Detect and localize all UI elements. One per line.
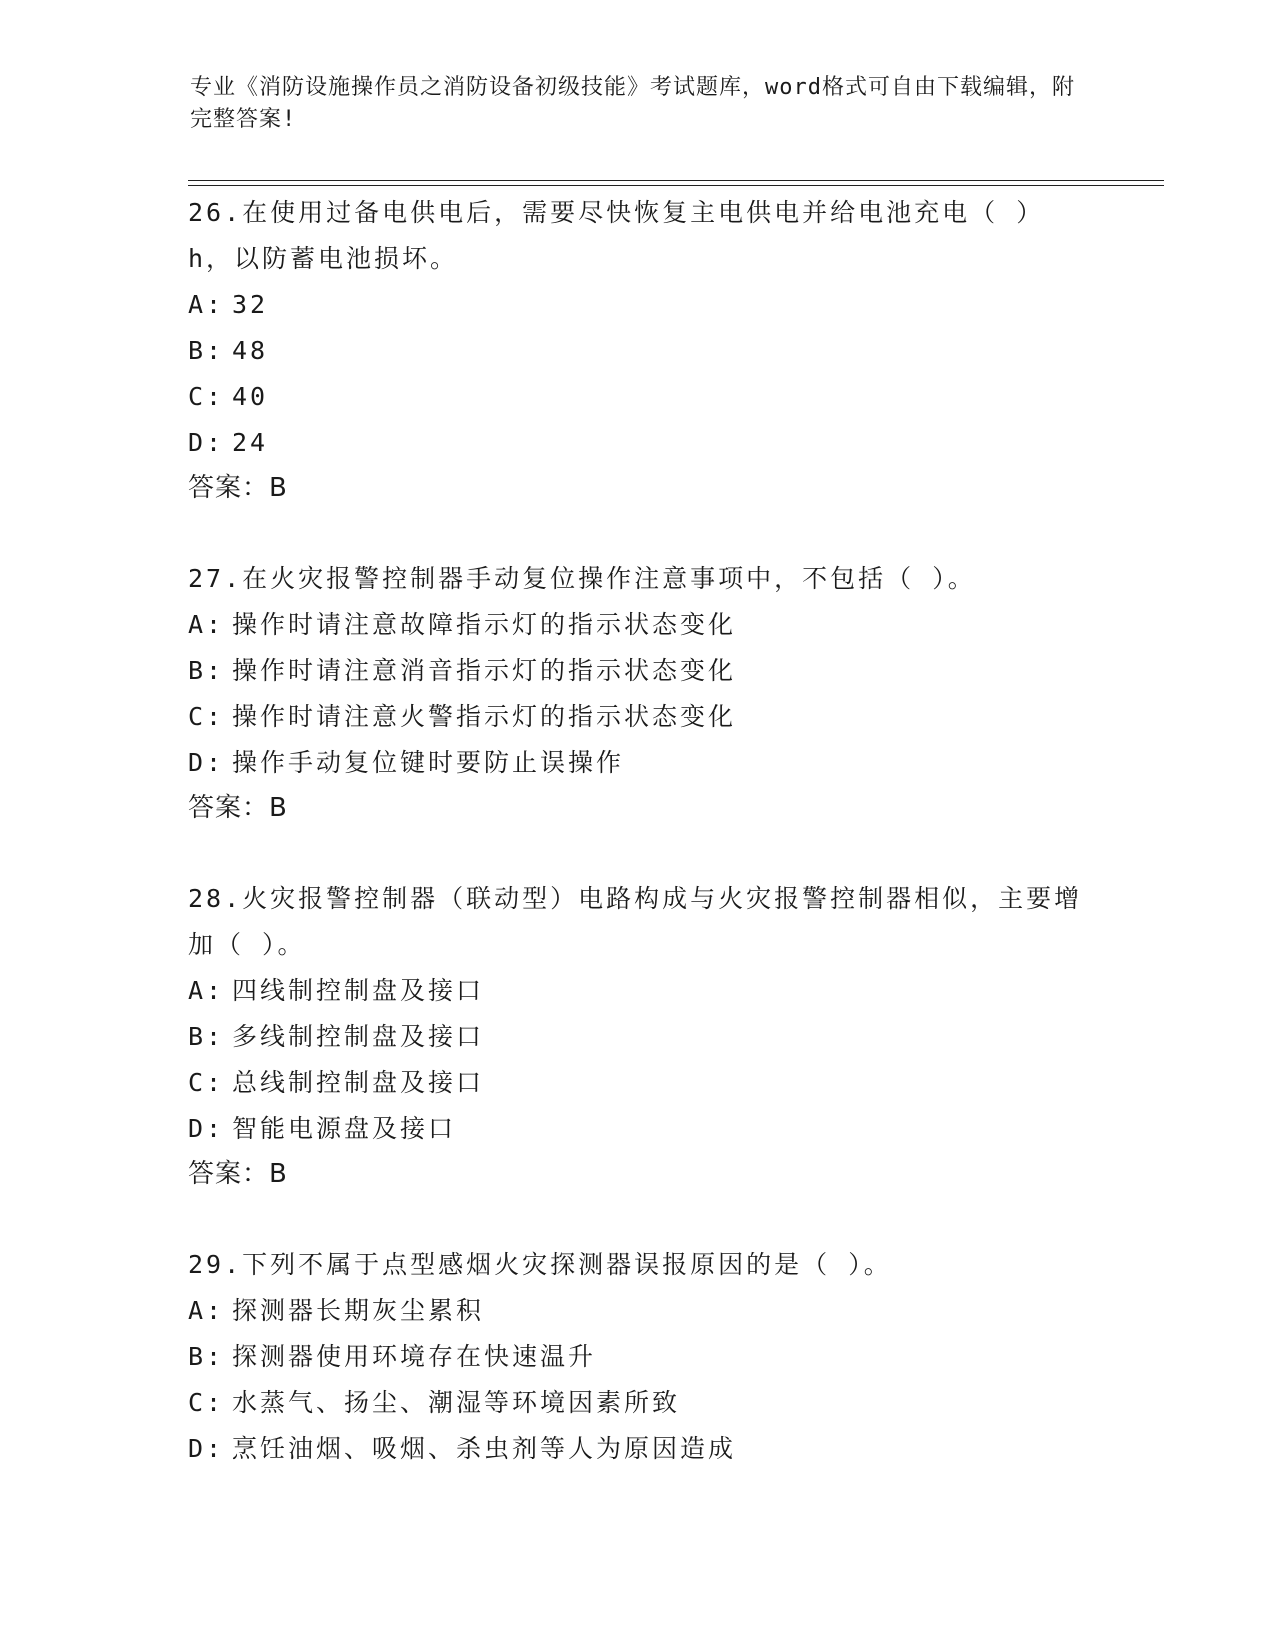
- option-text: 24: [232, 428, 269, 457]
- question-26: [188, 190, 1088, 510]
- option-text: 四线制控制盘及接口: [232, 976, 485, 1005]
- option-key: D:: [188, 1434, 225, 1463]
- option-text: 智能电源盘及接口: [232, 1114, 457, 1143]
- option-text: 多线制控制盘及接口: [232, 1022, 485, 1051]
- option-text: 32: [232, 290, 269, 319]
- question-stem: 26.在使用过备电供电后，需要尽快恢复主电供电并给电池充电（ ）h，以防蓄电池损坏。: [188, 198, 1045, 273]
- option-key: B:: [188, 656, 225, 685]
- option-text: 探测器使用环境存在快速温升: [232, 1342, 597, 1371]
- question-stem: 28.火灾报警控制器（联动型）电路构成与火灾报警控制器相似，主要增加（ ）。: [188, 884, 1083, 959]
- option-a: [188, 602, 1088, 648]
- option-text: 操作时请注意消音指示灯的指示状态变化: [232, 656, 737, 685]
- question-stem: 27.在火灾报警控制器手动复位操作注意事项中，不包括（ ）。: [188, 564, 976, 593]
- question-stem: 29.下列不属于点型感烟火灾探测器误报原因的是（ ）。: [188, 1250, 892, 1279]
- option-c: [188, 1380, 1088, 1426]
- option-key: D:: [188, 748, 225, 777]
- option-key: D:: [188, 1114, 225, 1143]
- answer-line: 答案：B: [188, 793, 288, 823]
- option-d: [188, 1426, 1088, 1472]
- option-text: 操作时请注意火警指示灯的指示状态变化: [232, 702, 737, 731]
- option-key: A:: [188, 976, 225, 1005]
- option-text: 水蒸气、扬尘、潮湿等环境因素所致: [232, 1388, 681, 1417]
- option-text: 操作时请注意故障指示灯的指示状态变化: [232, 610, 737, 639]
- option-key: B:: [188, 336, 225, 365]
- answer-line: 答案：B: [188, 1159, 288, 1189]
- option-key: A:: [188, 1296, 225, 1325]
- option-b: [188, 1334, 1088, 1380]
- option-b: [188, 328, 1088, 374]
- option-key: C:: [188, 1388, 225, 1417]
- option-text: 操作手动复位键时要防止误操作: [232, 748, 625, 777]
- document-header-note: 专业《消防设施操作员之消防设备初级技能》考试题库，word格式可自由下载编辑，附完整答案!: [190, 75, 1075, 132]
- option-text: 烹饪油烟、吸烟、杀虫剂等人为原因造成: [232, 1434, 737, 1463]
- option-key: A:: [188, 610, 225, 639]
- question-28: [188, 876, 1088, 1196]
- option-b: [188, 1014, 1088, 1060]
- option-text: 48: [232, 336, 269, 365]
- option-c: [188, 694, 1088, 740]
- option-key: C:: [188, 382, 225, 411]
- header-divider-bottom: [188, 185, 1164, 186]
- option-key: D:: [188, 428, 225, 457]
- option-key: B:: [188, 1342, 225, 1371]
- option-d: [188, 740, 1088, 786]
- option-key: A:: [188, 290, 225, 319]
- option-key: C:: [188, 1068, 225, 1097]
- option-text: 总线制控制盘及接口: [232, 1068, 485, 1097]
- option-c: [188, 1060, 1088, 1106]
- option-a: [188, 1288, 1088, 1334]
- option-c: [188, 374, 1088, 420]
- option-a: [188, 282, 1088, 328]
- option-key: C:: [188, 702, 225, 731]
- option-d: [188, 1106, 1088, 1152]
- answer-line: 答案：B: [188, 473, 288, 503]
- option-text: 探测器长期灰尘累积: [232, 1296, 485, 1325]
- question-29: [188, 1242, 1088, 1472]
- question-27: [188, 556, 1088, 830]
- option-d: [188, 420, 1088, 466]
- header-divider-top: [188, 180, 1164, 181]
- option-a: [188, 968, 1088, 1014]
- option-b: [188, 648, 1088, 694]
- option-key: B:: [188, 1022, 225, 1051]
- option-text: 40: [232, 382, 269, 411]
